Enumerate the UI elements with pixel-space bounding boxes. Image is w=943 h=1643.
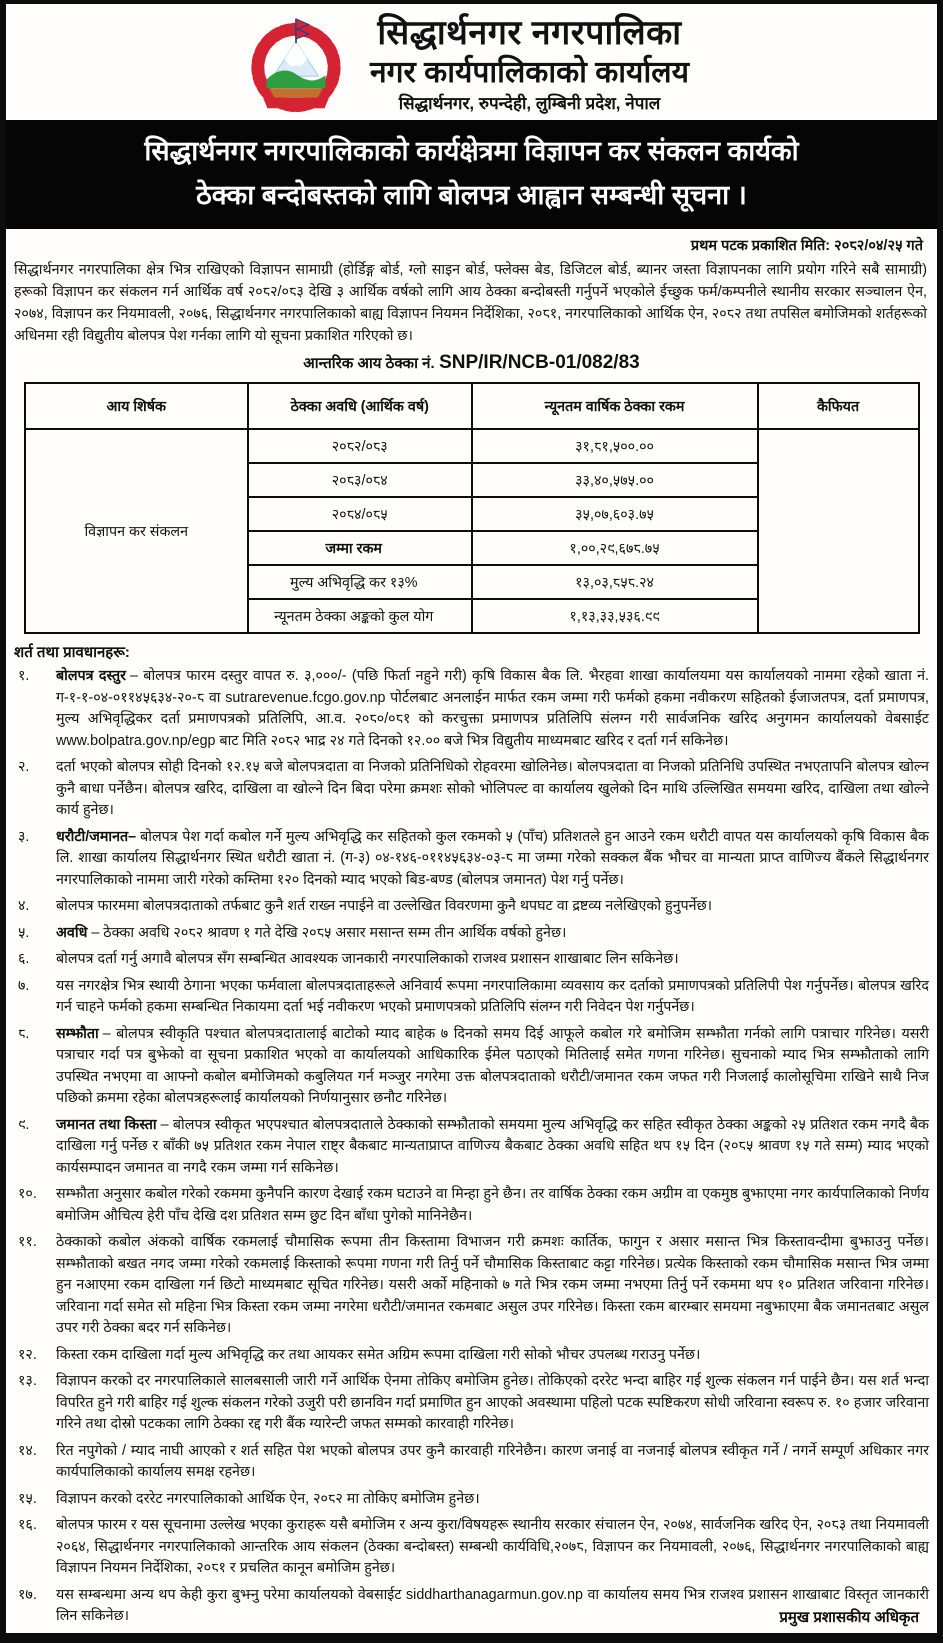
term-number: १५. — [18, 1490, 37, 1507]
term-number: ५. — [18, 924, 30, 941]
term-text: विज्ञापन करको दररेट नगरपालिकाको आर्थिक ऐन, २०८२ मा तोकिए बमोजिम हुनेछ। — [56, 1490, 480, 1507]
term-item-3 — [6, 827, 929, 892]
term-lead: बोलपत्र दस्तुर — [56, 668, 127, 685]
office-name: नगर कार्यपालिकाको कार्यालय — [370, 55, 689, 89]
contract-number: SNP/IR/NCB-01/082/83 — [439, 352, 640, 374]
term-item-12 — [6, 1345, 929, 1367]
term-text: किस्ता रकम दाखिला गर्दा मुल्य अभिवृद्धि कर तथा आयकर समेत अग्रिम रूपमा दाखिला गरी सोको भौचर उपलब्ध गराउनु पर्नेछ। — [56, 1346, 701, 1363]
term-text: विज्ञापन करको दर नगरपालिकाले सालबसाली जारी गर्ने आर्थिक ऐनमा तोकिए बमोजिम हुनेछ। तोकिएको दररेट भन्दा बाहिर गई शुल्क संकलन गर्न पाईने छैन। यस शर्त भन्दा विपरित हुने गरी बाहिर गई शुल्क संकलन गरेको उजुरी परी छानविन गर्दा प्रमाणित हुन आएको अवस्थामा पहिलो पटक स्पष्टिकरण सोधी जरिवाना स्वरूप रु. १० हजार जरिवाना गरिने तथा दोस्रो पटकका लागि ठेक्का रद्द गरी बैंक ग्यारेन्टी जफत सम्मको कारवाही गरिनेछ। — [56, 1373, 929, 1433]
notice-title-line2: ठेक्का बन्दोबस्तको लागि बोलपत्र आह्वान सम्बन्धी सूचना । — [196, 179, 747, 210]
period-cell: २०८३/०८४ — [248, 463, 472, 497]
term-text: यस सम्बन्धमा अन्य थप केही कुरा बुझ्नु परेमा कार्यालयको वेबसाईट siddharthanagarmun.gov.np वा कार्यालय समय भित्र राजश्व प्रशासन शाखाबाट विस्तृत जानकारी लिन सकिनेछ। — [56, 1586, 929, 1625]
term-number: ४. — [18, 898, 30, 915]
term-text: बोलपत्र फारममा बोलपत्रदाताको तर्फबाट कुनै शर्त राख्न नपाईने वा उल्लेखित विवरणमा कुनै थपघट वा द्रष्टव्य नलेखिएको हुनुपर्नेछ। — [56, 898, 713, 915]
contract-number-label: आन्तरिक आय ठेक्का नं. — [303, 355, 435, 373]
term-item-7 — [6, 976, 929, 1019]
office-address: सिद्धार्थनगर, रुपन्देही, लुम्बिनी प्रदेश, नेपाल — [398, 94, 661, 114]
amount-cell: ३५,०७,६०३.७५ — [472, 497, 758, 531]
col-header-income-title: आय शिर्षक — [25, 383, 249, 429]
term-item-6 — [6, 949, 929, 971]
col-header-contract-period: ठेक्का अवधि (आर्थिक वर्ष) — [248, 383, 472, 429]
letterhead — [6, 4, 937, 120]
term-lead: जमानत तथा किस्ता — [56, 1116, 157, 1133]
term-item-14 — [6, 1441, 929, 1484]
tender-table — [24, 382, 920, 634]
municipality-name: सिद्धार्थनगर नगरपालिका — [377, 14, 682, 53]
term-text: रित नपुगेको / म्याद नाघी आएको र शर्त सहित पेश भएको बोलपत्र उपर कुनै कारवाही गरिनेछैन। कारण जनाई वा नजनाई बोलपत्र स्वीकृत गर्ने / नगर्ने सम्पूर्ण अधिकार नगर कार्यपालिकाको कार्यालय समक्ष रहनेछ। — [56, 1442, 929, 1481]
term-item-13 — [6, 1371, 929, 1436]
term-number: ९. — [18, 1116, 30, 1133]
nepal-emblem-icon — [244, 12, 348, 116]
term-item-2 — [6, 757, 929, 822]
term-number: ३. — [18, 828, 30, 845]
terms-list — [6, 666, 937, 1628]
publication-date: प्रथम पटक प्रकाशित मिति: २०८२/०४/२५ गते — [690, 238, 923, 255]
vat-amount-cell: १३,०३,८५८.२४ — [472, 565, 758, 599]
vat-label-cell: मुल्य अभिवृद्धि कर १३% — [248, 565, 472, 599]
term-text: ठेक्काको कबोल अंकको वार्षिक रकमलाई चौमासिक रूपमा तीन किस्तामा विभाजन गरी क्रमशः कार्तिक, फागुन र असार मसान्त भित्र किस्तावन्दीमा बुझाउनु पर्नेछ। सम्झौताको बखत नगद जम्मा गरेको रकमलाई किस्ताको रूपमा गणना गरी तिर्नु पर्ने चौमासिक किस्ताबाट कट्टा गरिनेछ। प्रत्येक किस्ताको रकम चौमासिक मसान्त भित्र जम्मा हुन नआएमा रकम दाखिला गर्न छिटो माध्यमबाट सूचित गरिनेछ। यसरी अर्को महिनाको ७ गते भित्र रकम जम्मा नभएमा तिर्नु पर्ने रकममा थप १० प्रतिशत जरिवाना गरिनेछ। जरिवाना गर्दा समेत सो महिना भित्र किस्ता रकम जम्मा नगरेमा धरौटी/जमानत रकमबाट असुल उपर गरिनेछ। किस्ता रकम बारम्बार समयमा नबुझाएमा बैक जमानतबाट असुल उपर गरी ठेक्का बदर गर्न सकिनेछ। — [56, 1234, 929, 1337]
term-item-4 — [6, 896, 929, 918]
term-text: बोलपत्र दर्ता गर्नु अगावै बोलपत्र सँग सम्बन्धित आवश्यक जानकारी नगरपालिकाको राजश्व प्रशासन शाखाबाट लिन सकिनेछ। — [56, 951, 679, 968]
grand-total-label-cell: न्यूनतम ठेक्का अङ्कको कुल योग — [248, 599, 472, 633]
term-number: १६. — [18, 1517, 37, 1534]
term-text: धरौटी/जमानत– बोलपत्र पेश गर्दा कबोल गर्ने मुल्य अभिवृद्धि कर सहितको कुल रकमको ५ (पाँच) प्रतिशतले हुन आउने रकम धरौटी वापत यस कार्यालयको कृषि विकास बैक लि. शाखा कार्यालय सिद्धार्थनगर स्थित धरौटी खाता नं. (ग-३) ०४-१४६-०११४५६३४-०३-८ मा जम्मा गरेको सक्कल बैंक भौचर वा मान्यता प्राप्त वाणिज्य बैंकले सिद्धार्थनगर नगरपालिकाको नाममा जारी गरेको कम्तिमा १२० दिनको म्याद भएको बिड-बण्ड (बोलपत्र जमानत) पेश गर्नु पर्नेछ। — [56, 828, 929, 888]
term-item-16 — [6, 1515, 929, 1580]
notice-title-line1: सिद्धार्थनगर नगरपालिकाको कार्यक्षेत्रमा विज्ञापन कर संकलन कार्यको — [144, 136, 799, 166]
term-text: सम्झौता अनुसार कबोल गरेको रकममा कुनैपनि कारण देखाई रकम घटाउने वा मिन्हा हुने छैन। तर वार्षिक ठेक्का रकम अग्रीम वा एकमुष्ठ बुझाएमा नगर कार्यपालिकाको निर्णय बमोजिम औचित्य हेरी पाँच देखि दश प्रतिशत सम्म छुट दिन बाँधा पुगेको मानिनेछैन। — [56, 1186, 929, 1224]
amount-cell: ३३,४०,५७५.०० — [472, 463, 758, 497]
income-title-cell: विज्ञापन कर संकलन — [25, 429, 249, 633]
term-number: ६. — [18, 951, 30, 968]
term-text: बोलपत्र फारम र यस सूचनामा उल्लेख भएका कुराहरू यसै बमोजिम र अन्य कुरा/विषयहरू स्थानीय सरकार संचालन ऐन, २०७४, सार्वजनिक खरिद ऐन, २०८३ तथा नियमावली २०६४, सिद्धार्थनगर नगरपालिकाको आन्तरिक आय संकलन (ठेक्का बन्दोबस्त) सम्बन्धी कार्यविधि,२०७८, विज्ञापन कर नियमावली, २०७६, सिद्धार्थनगर नगरपालिकाको बाह्य विज्ञापन नियमन निर्देशिका, २०८१ र प्रचलित कानून बमोजिम हुनेछ। — [56, 1517, 929, 1577]
period-cell: २०८४/०८५ — [248, 497, 472, 531]
term-number: १२. — [18, 1346, 37, 1363]
term-lead: धरौटी/जमानत– — [56, 828, 137, 845]
notice-title-banner — [6, 120, 937, 229]
term-item-1 — [6, 666, 929, 752]
terms-heading: शर्त तथा प्रावधानहरू: — [14, 644, 130, 662]
term-item-9 — [6, 1115, 929, 1180]
term-text: सम्झौता – बोलपत्र स्वीकृति पश्चात बोलपत्रदातालाई बाटोको म्याद बाहेक ७ दिनको समय दिई आफूले कबोल गरे बमोजिम सम्झौता गर्नको लागि पत्राचार गरिनेछ। यसरी पत्राचार गर्दा पत्र बुझेको वा सूचना प्रकाशित भएको वा कार्यालयको आधिकारिक ईमेल पठाएको मितिलाई समेत गणना गरिनेछ। सुचनाको म्याद भित्र सम्झौताको लागि उपस्थित नभएमा वा आफ्नो कबोल बमोजिमको कबुलियत गर्न मञ्जुर नगरेमा उक्त बोलपत्रदाताको धरौटी/जमानत रकम जफत गरी निजलाई कालोसूचिमा राखिने साथै निज पछिको क्रममा रहेका बोलपत्रहरूलाई कार्यालयको निर्णयानुसार छनौट गरिनेछ। — [56, 1025, 929, 1107]
contract-number-line — [6, 347, 937, 380]
table-row — [25, 429, 919, 463]
term-item-8 — [6, 1024, 929, 1110]
term-number: १३. — [18, 1373, 37, 1390]
col-header-minimum-amount: न्यूनतम वार्षिक ठेक्का रकम — [472, 383, 758, 429]
term-item-11 — [6, 1232, 929, 1340]
term-number: ८. — [18, 1025, 30, 1042]
term-item-10 — [6, 1184, 929, 1227]
term-text: यस नगरक्षेत्र भित्र स्थायी ठेगाना भएका फर्मवाला बोलपत्रदाताहरूले अनिवार्य रूपमा नगरपालिकामा व्यवसाय कर दर्ताको प्रमाणपत्रको प्रतिलिपी पेश गर्नुपर्नेछ। बोलपत्र खरिद गर्न चाहने फर्मको हकमा सम्बन्धित निकायमा दर्ता भई नवीकरण भएको प्रमाणपत्रको प्रतिलिपि संलग्न गरी निवेदन पेश गर्नुपर्नेछ। — [56, 977, 929, 1016]
term-number: १०. — [18, 1186, 37, 1203]
term-item-5 — [6, 923, 929, 945]
term-text: बोलपत्र दस्तुर – बोलपत्र फारम दस्तुर वापत रु. ३,०००/- (पछि फिर्ता नहुने गरी) कृषि विकास बैक लि. भैरहवा शाखा कार्यालयमा यस कार्यालयको नाममा रहेको खाता नं. ग-१-१-०४-०११४५६३४-२०-८ वा sutrarevenue.fcgo.gov.np पोर्टलबाट अनलाईन मार्फत रकम जम्मा गरी फर्मको हकमा नवीकरण सहितको ईजाजतपत्र, दर्ता प्रमाणपत्र, मुल्य अभिवृद्धिकर दर्ता प्रमाणपत्रको प्रतिलिपि, आ.व. २०८०/०८१ को करचुक्ता प्रमाणपत्र प्रतिलिपि संलग्न गरी सार्वजनिक खरिद अनुगमन कार्यालयको वेबसाईट www.bolpatra.gov.np/egp बाट मिति २०८२ भाद्र २४ गते दिनको १२.०० बजे भित्र विद्युतीय माध्यमबाट खरिद र दर्ता गर्न सकिनेछ। — [56, 668, 929, 749]
term-text: अवधि – ठेक्का अवधि २०८२ श्रावण १ गते देखि २०८५ असार मसान्त सम्म तीन आर्थिक वर्षको हुनेछ। — [56, 924, 567, 941]
grand-total-amount-cell: १,१३,३३,५३६.९९ — [472, 599, 758, 633]
col-header-remarks: कैफियत — [758, 383, 919, 429]
term-number: ११. — [18, 1234, 37, 1251]
total-amount-cell: १,००,२९,६७८.७५ — [472, 531, 758, 565]
intro-paragraph: सिद्धार्थनगर नगरपालिका क्षेत्र भित्र राखिएको विज्ञापन सामाग्री (होर्डिङ्ग बोर्ड, ग्लो साइन बोर्ड, फ्लेक्स बेड, डिजिटल बोर्ड, ब्यानर जस्ता विज्ञापनका लागि प्रयोग गरिने सबै सामाग्री) हरूको विज्ञापन कर संकलन गर्न आर्थिक वर्ष २०८२/०८३ देखि ३ आर्थिक वर्षको लागि आय ठेक्का बन्दोबस्ती गर्नुपर्ने भएकोले ईच्छुक फर्म/कम्पनीले स्थानीय सरकार सञ्चालन ऐन, २०७४, विज्ञापन कर नियमावली, २०७६, सिद्धार्थनगर नगरपालिकाको बाह्य विज्ञापन नियमन निर्देशिका, २०८१, नगरपालिकाको आर्थिक ऐन, २०८२ तथा तपसिल बमोजिमको शर्तहरूको अधिनमा रही विद्युतीय बोलपत्र पेश गर्नका लागि यो सूचना प्रकाशित गरिएको छ। — [14, 262, 927, 345]
period-cell: २०८२/०८३ — [248, 429, 472, 463]
signature-title: प्रमुख प्रशासकीय अधिकृत — [779, 1608, 919, 1626]
term-text: जमानत तथा किस्ता – बोलपत्र स्वीकृत भएपश्चात बोलपत्रदाताले ठेक्काको सम्झौताको समयमा मुल्य अभिवृद्धि कर सहित स्वीकृत ठेक्का अङ्कको २५ प्रतिशत रकम नगदै बैक दाखिला गर्नु पर्नेछ र बाँकी ७५ प्रतिशत रकम नेपाल राष्ट्र बैकबाट मान्यताप्राप्त वाणिज्य बैकबाट ठेक्का अवधि सहित थप १५ दिन (२०८५ श्रावण १५ गते सम्म) म्याद भएको कार्यसम्पादन जमानत वा नगदै रकम जम्मा गर्न सकिनेछ। — [56, 1116, 929, 1176]
amount-cell: ३१,८१,५००.०० — [472, 429, 758, 463]
term-number: २. — [18, 759, 30, 776]
table-header-row — [25, 383, 919, 429]
total-label-cell: जम्मा रकम — [248, 531, 472, 565]
term-number: १४. — [18, 1442, 37, 1459]
term-number: १७. — [18, 1586, 37, 1603]
term-item-15 — [6, 1489, 929, 1511]
term-text: दर्ता भएको बोलपत्र सोही दिनको १२.१५ बजे बोलपत्रदाता वा निजको प्रतिनिधिको रोहवरमा खोलिनेछ। बोलपत्रदाता वा निजको प्रतिनिधि उपस्थित नभएतापनि बोलपत्र खोल्न कुनै बाधा पर्नेछैन। बोलपत्र खरिद, दाखिला वा खोल्ने दिन बिदा परेमा क्रमशः सोको भोलिपल्ट वा कार्यालय खुलेको दिन माथि उल्लिखित समयमा खरिद, दाखिला तथा खोल्ने कार्य हुनेछ। — [56, 759, 929, 819]
term-number: ७. — [18, 977, 30, 994]
remarks-cell — [758, 429, 919, 633]
term-lead: सम्झौता — [56, 1025, 99, 1042]
term-lead: अवधि — [56, 924, 88, 941]
term-number: १. — [18, 668, 30, 685]
